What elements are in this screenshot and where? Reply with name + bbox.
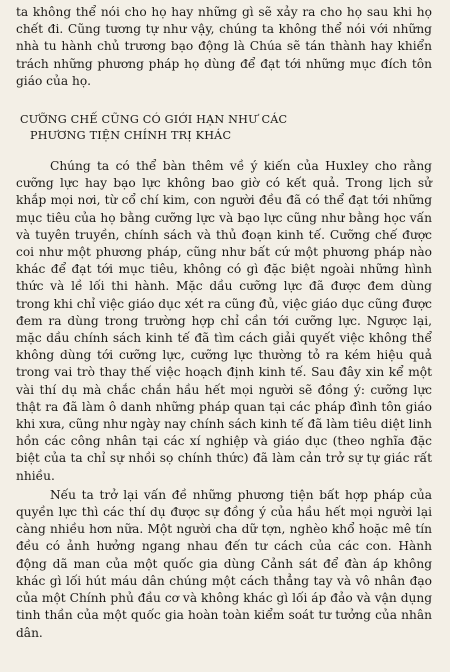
paragraph-continuation: ta không thể nói cho họ hay những gì sẽ xảy ra cho họ sau khi họ chết đi. Cũng tương tự như vậy, chúng ta không thể nói với những nhà tu hành chủ trương bạo động là Chúa sẽ tán thành hay khiển trách những phương pháp họ dùng để đạt tới những mục đích tôn giáo của họ. [16,5,432,88]
paragraph-illegal-means: Nếu ta trở lại vấn đề những phương tiện bất hợp pháp của quyền lực thì các thí dụ được sự đồng ý của hầu hết mọi người lại càng nhiều hơn nữa. Một người cha dữ tợn, nghèo khổ hoặc mê tín đều có ảnh hưởng ngang nhau đến tư cách của các con. Hành động dã man của một quốc gia dùng Cảnh sát để đàn áp không khác gì lối hút máu dân chúng một cách thẳng tay và vô nhân đạo của một Chính phủ đầu cơ và không khác gì lối áp đảo và vận dụng tinh thần của một quốc gia hoàn toàn kiểm soát tư tưởng của nhân dân. [16,487,432,640]
section-heading-line-2: PHƯƠNG TIỆN CHÍNH TRỊ KHÁC [30,129,232,143]
section-heading [20,112,432,144]
section-heading-line-1: CƯỠNG CHẾ CŨNG CÓ GIỚI HẠN NHƯ CÁC [20,113,288,127]
paragraph-huxley: Chúng ta có thể bàn thêm về ý kiến của Huxley cho rằng cưỡng lực hay bạo lực không bao giờ có kết quả. Trong lịch sử khắp mọi nơi, từ cổ chí kim, con người đều đã có thể đạt tới những mục tiêu của họ bằng cưỡng lực và bạo lực cũng như bằng học vấn và tuyên truyền, chính sách và thủ đoạn kinh tế. Cưỡng chế được coi như một phương pháp, cũng như bất cứ một phương pháp nào khác để đạt tới mục tiêu, không có gì đặc biệt ngoài những hình thức và lề lối thi hành. Mặc dầu cưỡng lực đã được đem dùng trong khi chỉ việc giáo dục xét ra cũng đủ, việc giáo dục cũng được đem ra dùng trong trường hợp chỉ cần tới cưỡng lực. Ngược lại, mặc dầu chính sách kinh tế đã tìm cách giải quyết việc không thể không dùng tới cưỡng lực, cưỡng lực thường tỏ ra kém hiệu quả trong vai trò thay thế việc hoạch định kinh tế. Sau đây xin kể một vài thí dụ mà chắc chắn hầu hết mọi người sẽ đồng ý: cưỡng lực thật ra đã làm ô danh những pháp quan tại các pháp đình tôn giáo khi xưa, cũng như ngày nay chính sách kinh tế đã làm tiêu diệt linh hồn các công nhân tại các xí nghiệp và giáo dục (theo nghĩa đặc biệt của ta chỉ sự nhồi sọ chính thức) đã làm cản trở sự tự giác rất nhiều. [16,159,432,483]
